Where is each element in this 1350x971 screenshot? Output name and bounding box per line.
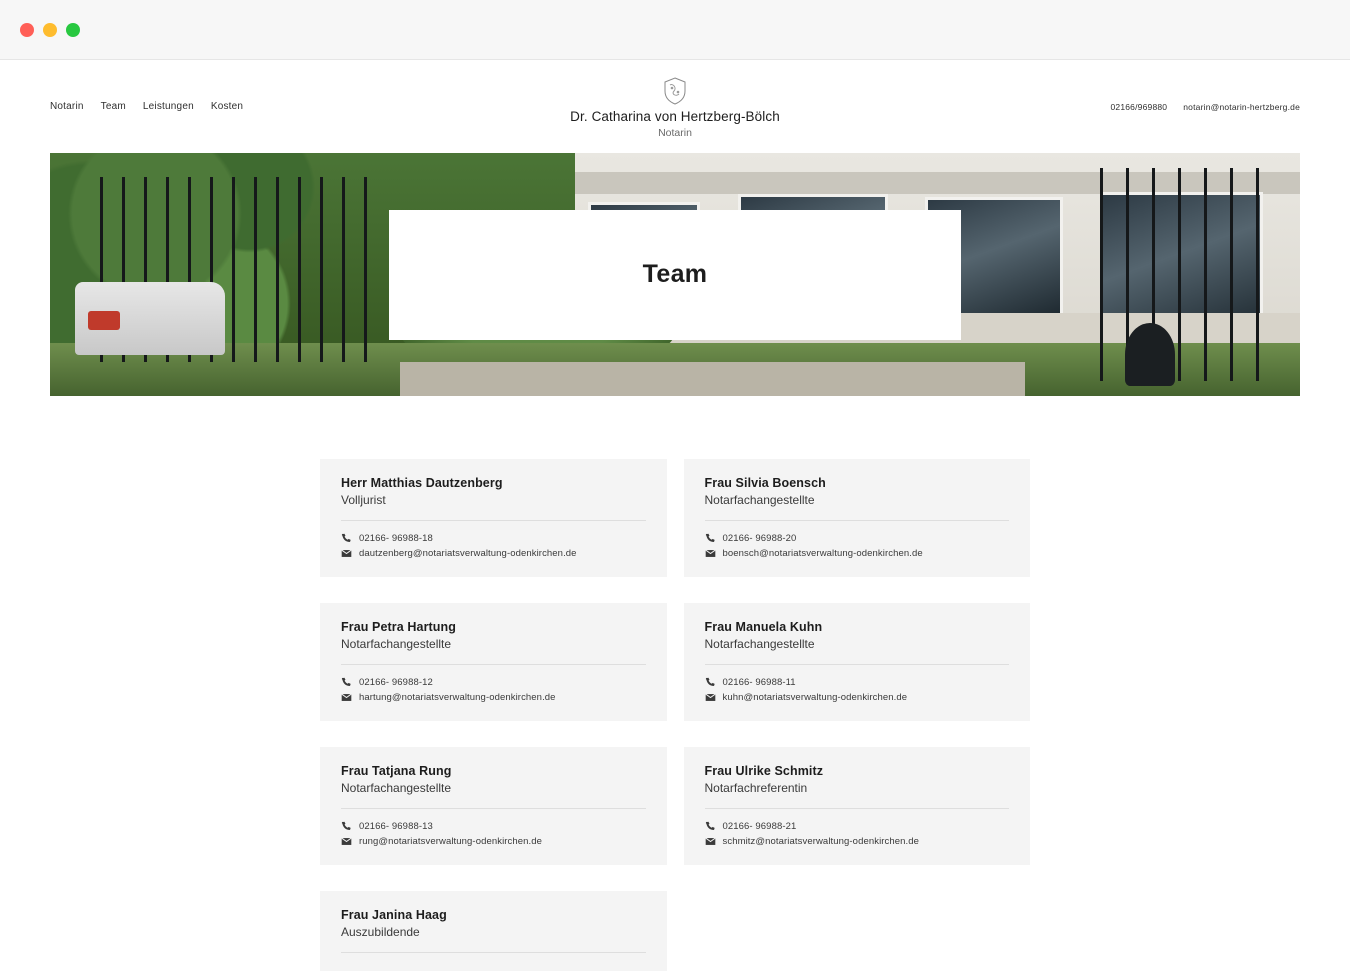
member-email-line: [705, 836, 1010, 847]
team-member-card: [684, 459, 1031, 577]
member-name: Frau Petra Hartung: [341, 620, 457, 634]
team-member-card: [320, 891, 667, 971]
page-title: Team: [642, 260, 708, 288]
member-name: Frau Manuela Kuhn: [704, 620, 823, 634]
phone-icon: [341, 533, 352, 544]
nav-item-kosten[interactable]: Kosten: [210, 101, 244, 112]
member-email[interactable]: schmitz@notariatsverwaltung-odenkirchen.de: [722, 836, 920, 847]
phone-icon: [705, 677, 716, 688]
page-content: [0, 60, 1350, 939]
member-name: Herr Matthias Dautzenberg: [341, 476, 503, 490]
member-phone[interactable]: 02166- 96988-21: [722, 821, 797, 832]
member-email-line: [341, 692, 646, 703]
close-window-button[interactable]: [20, 23, 34, 37]
header-phone[interactable]: 02166/969880: [1110, 101, 1168, 112]
member-name: Frau Ulrike Schmitz: [704, 764, 824, 778]
member-role: Notarfachangestellte: [341, 637, 646, 665]
member-phone[interactable]: 02166- 96988-18: [359, 533, 433, 544]
member-phone-line: [705, 821, 1010, 832]
member-name: Frau Silvia Boensch: [704, 476, 826, 490]
team-member-card: [320, 747, 667, 865]
header-contact: [1110, 102, 1300, 112]
member-email[interactable]: hartung@notariatsverwaltung-odenkirchen.de: [359, 692, 556, 703]
brand-name: Dr. Catharina von Hertzberg-Bölch: [570, 109, 780, 124]
member-name: Frau Tatjana Rung: [341, 764, 452, 778]
member-contact: [341, 821, 646, 847]
envelope-icon: [705, 692, 716, 703]
member-email-line: [705, 692, 1010, 703]
member-email[interactable]: boensch@notariatsverwaltung-odenkirchen.de: [722, 548, 923, 559]
phone-icon: [705, 533, 716, 544]
member-role: Volljurist: [341, 493, 646, 521]
team-member-card: [684, 747, 1031, 865]
phone-icon: [341, 821, 352, 832]
member-phone[interactable]: 02166- 96988-13: [359, 821, 433, 832]
team-member-card: [684, 603, 1031, 721]
member-phone[interactable]: 02166- 96988-12: [359, 677, 433, 688]
team-section: [0, 396, 1350, 971]
brand-role: Notarin: [658, 126, 692, 139]
member-phone[interactable]: 02166- 96988-11: [722, 677, 796, 688]
team-member-card: [320, 459, 667, 577]
member-email[interactable]: rung@notariatsverwaltung-odenkirchen.de: [359, 836, 543, 847]
member-role: Auszubildende: [341, 925, 646, 953]
hero-banner: [50, 153, 1300, 396]
member-email[interactable]: dautzenberg@notariatsverwaltung-odenkirchen.de: [359, 548, 577, 559]
nav-item-team[interactable]: Team: [100, 101, 126, 112]
envelope-icon: [341, 692, 352, 703]
member-phone-line: [341, 677, 646, 688]
member-role: Notarfachreferentin: [705, 781, 1010, 809]
header-email[interactable]: notarin@notarin-hertzberg.de: [1183, 101, 1300, 112]
nav-item-notarin[interactable]: Notarin: [50, 101, 84, 112]
envelope-icon: [341, 836, 352, 847]
team-grid: [320, 459, 1030, 971]
member-email-line: [705, 548, 1010, 559]
envelope-icon: [341, 548, 352, 559]
member-contact: [341, 677, 646, 703]
team-member-card: [320, 603, 667, 721]
member-contact: [341, 533, 646, 559]
member-phone-line: [705, 677, 1010, 688]
envelope-icon: [705, 548, 716, 559]
member-contact: [705, 677, 1010, 703]
member-phone-line: [341, 821, 646, 832]
member-role: Notarfachangestellte: [705, 637, 1010, 665]
member-contact: [705, 533, 1010, 559]
coat-of-arms-icon: [660, 76, 690, 106]
member-email[interactable]: kuhn@notariatsverwaltung-odenkirchen.de: [722, 692, 908, 703]
member-contact: [705, 821, 1010, 847]
site-header: [0, 60, 1350, 153]
member-phone-line: [705, 533, 1010, 544]
minimize-window-button[interactable]: [43, 23, 57, 37]
main-navigation: [50, 101, 243, 112]
maximize-window-button[interactable]: [66, 23, 80, 37]
nav-item-leistungen[interactable]: Leistungen: [142, 101, 194, 112]
hero-title-card: [389, 210, 961, 340]
member-role: Notarfachangestellte: [705, 493, 1010, 521]
member-name: Frau Janina Haag: [341, 908, 447, 922]
member-phone-line: [341, 533, 646, 544]
member-phone[interactable]: 02166- 96988-20: [722, 533, 797, 544]
envelope-icon: [705, 836, 716, 847]
member-email-line: [341, 548, 646, 559]
member-email-line: [341, 836, 646, 847]
phone-icon: [705, 821, 716, 832]
member-role: Notarfachangestellte: [341, 781, 646, 809]
browser-title-bar: [0, 0, 1350, 60]
phone-icon: [341, 677, 352, 688]
